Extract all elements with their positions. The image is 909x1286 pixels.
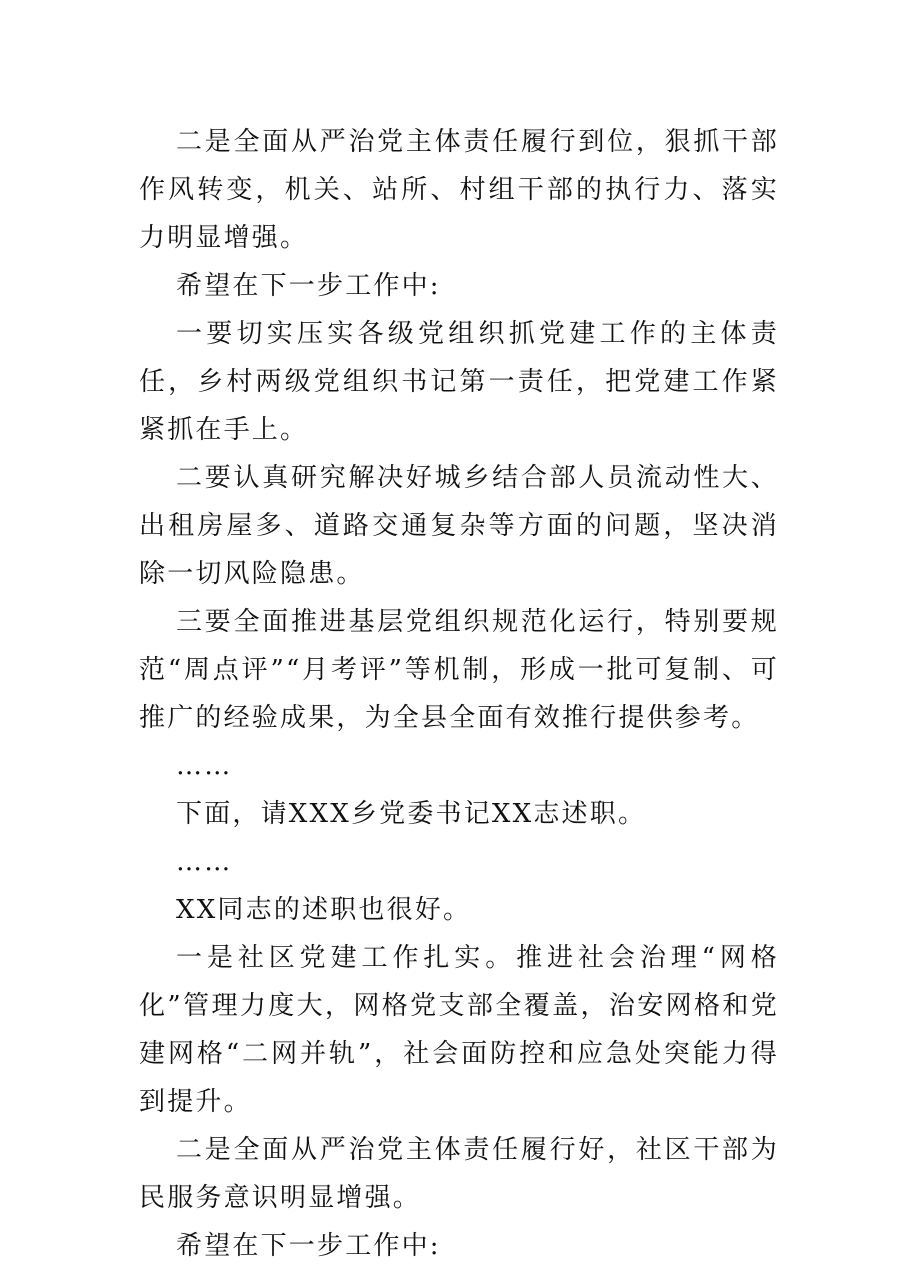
- ellipsis-1: ……: [176, 751, 233, 781]
- paragraph-4: 二要认真研究解决好城乡结合部人员流动性大、出租房屋多、道路交通复杂等方面的问题，坚决消除一切风险隐患。: [139, 463, 779, 589]
- paragraph-2: 希望在下一步工作中:: [176, 271, 441, 301]
- paragraph-11: 二是全面从严治党主体责任履行好，社区干部为民服务意识明显增强。: [139, 1135, 779, 1213]
- document-body: [139, 118, 779, 1270]
- paragraph-5: 三要全面推进基层党组织规范化运行，特别要规范“周点评”“月考评”等机制，形成一批可复制、可推广的经验成果，为全县全面有效推行提供参考。: [139, 607, 779, 733]
- paragraph-7: 下面，请XXX乡党委书记XX志述职。: [176, 799, 647, 829]
- paragraph-10: 一是社区党建工作扎实。推进社会治理“网格化”管理力度大，网格党支部全覆盖，治安网格和党建网格“二网并轨”，社会面防控和应急处突能力得到提升。: [139, 943, 779, 1117]
- paragraph-9: XX同志的述职也很好。: [176, 895, 472, 925]
- paragraph-3: 一要切实压实各级党组织抓党建工作的主体责任，乡村两级党组织书记第一责任，把党建工作紧紧抓在手上。: [139, 319, 779, 445]
- paragraph-1: 二是全面从严治党主体责任履行到位，狠抓干部作风转变，机关、站所、村组干部的执行力、落实力明显增强。: [139, 127, 779, 253]
- ellipsis-2: ……: [176, 847, 233, 877]
- paragraph-12: 希望在下一步工作中:: [176, 1231, 441, 1261]
